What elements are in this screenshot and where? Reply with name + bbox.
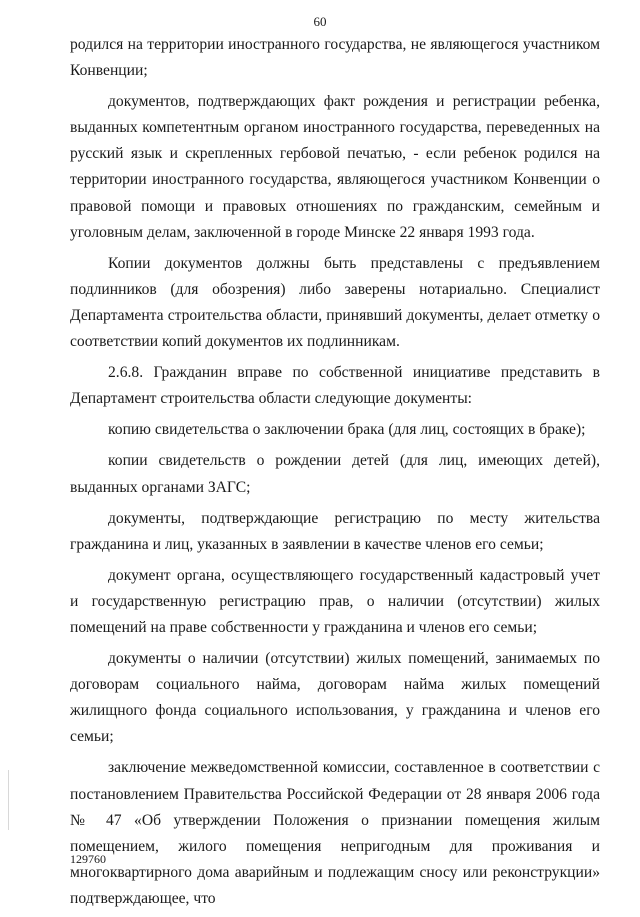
paragraph: родился на территории иностранного государства, не являющегося участником Конвенции; <box>70 36 600 80</box>
paragraph: копию свидетельства о заключении брака (для лиц, состоящих в браке); <box>108 421 586 439</box>
paragraph: Копии документов должны быть представлены с предъявлением подлинников (для обозрения) либо заверены нотариально. Специалист Департамента строительства области, принявший документы, делает отметку о соответствии копий документов их подлинникам. <box>70 254 600 351</box>
page-number: 60 <box>313 14 327 29</box>
paragraph: документы, подтверждающие регистрацию по месту жительства гражданина и лиц, указанных в заявлении в качестве членов его семьи; <box>70 509 600 553</box>
paragraph: 2.6.8. Гражданин вправе по собственной инициативе представить в Департамент строительства области следующие документы: <box>70 364 600 408</box>
paragraph: документ органа, осуществляющего государственный кадастровый учет и государственную регистрацию прав, о наличии (отсутствии) жилых помещений на праве собственности у гражданина и членов его семьи; <box>70 566 600 636</box>
document-body <box>70 32 600 917</box>
paragraph: копии свидетельств о рождении детей (для лиц, имеющих детей), выданных органами ЗАГС; <box>70 452 600 496</box>
paragraph: заключение межведомственной комиссии, составленное в соответствии с постановлением Правительства Российской Федерации от 28 января 2006 года № 47 «Об утверждении Положения о признании помещения жилым помещением, жилого помещения непригодным для проживания и многоквартирного дома аварийным и подлежащим сносу или реконструкции» подтверждающее, что <box>70 759 600 907</box>
document-code: 129760 <box>70 852 106 866</box>
margin-mark <box>8 770 9 830</box>
paragraph: документов, подтверждающих факт рождения и регистрации ребенка, выданных компетентным органом иностранного государства, переведенных на русский язык и скрепленных гербовой печатью, - если ребенок родился на территории иностранного государства, являющегося участником Конвенции о правовой помощи и правовых отношениях по гражданским, семейным и уголовным делам, заключенной в городе Минске 22 января 1993 года. <box>70 93 600 241</box>
paragraph: документы о наличии (отсутствии) жилых помещений, занимаемых по договорам социального найма, договорам найма жилых помещений жилищного фонда социального использования, у гражданина и членов его семьи; <box>70 650 600 746</box>
